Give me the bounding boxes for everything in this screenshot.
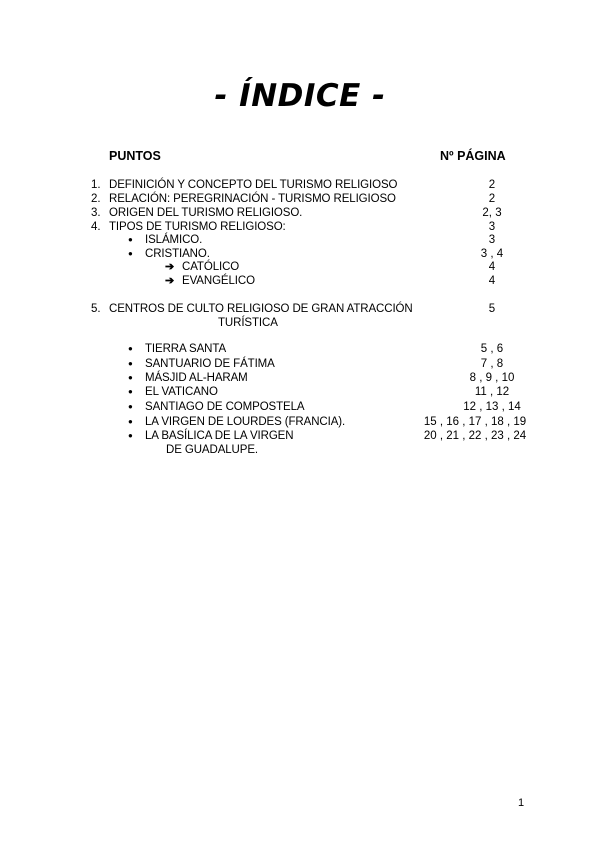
bullet-icon: ● (128, 402, 133, 411)
item-number: 5. (91, 303, 101, 315)
toc-subentry-islamico: ISLÁMICO. (145, 234, 203, 246)
page-ref: 2, 3 (482, 207, 502, 219)
toc-subentry-fatima: SANTUARIO DE FÁTIMA (145, 358, 275, 370)
page-ref: 8 , 9 , 10 (469, 372, 515, 384)
toc-entry-centros-cont: TURÍSTICA (218, 317, 278, 329)
item-number: 1. (91, 179, 101, 191)
page-ref: 2 (488, 179, 496, 191)
toc-subentry-cristiano: CRISTIANO. (145, 248, 210, 260)
toc-subentry-santiago: SANTIAGO DE COMPOSTELA (145, 401, 305, 413)
page-ref: 4 (488, 261, 496, 273)
item-number: 2. (91, 193, 101, 205)
bullet-icon: ● (128, 344, 133, 353)
toc-subentry-catolico: CATÓLICO (182, 261, 240, 273)
toc-subentry-guadalupe: LA BASÍLICA DE LA VIRGEN (145, 430, 294, 442)
item-number: 3. (91, 207, 101, 219)
toc-entry-tipos: TIPOS DE TURISMO RELIGIOSO: (109, 221, 286, 233)
bullet-icon: ● (128, 373, 133, 382)
toc-subentry-evangelico: EVANGÉLICO (182, 275, 255, 287)
bullet-icon: ● (128, 387, 133, 396)
page-ref: 5 , 6 (480, 343, 504, 355)
bullet-icon: ● (128, 359, 133, 368)
page-ref: 5 (488, 303, 496, 315)
page-ref: 3 (488, 234, 496, 246)
bullet-icon: ● (128, 431, 133, 440)
toc-subentry-lourdes: LA VIRGEN DE LOURDES (FRANCIA). (145, 416, 346, 428)
bullet-icon: ● (128, 235, 133, 244)
toc-entry-centros: CENTROS DE CULTO RELIGIOSO DE GRAN ATRACCIÓN (109, 303, 413, 315)
page-ref: 15 , 16 , 17 , 18 , 19 (423, 416, 527, 428)
toc-subentry-masjid: MÁSJID AL-HARAM (145, 372, 248, 384)
toc-entry-definicion: DEFINICIÓN Y CONCEPTO DEL TURISMO RELIGIOSO (109, 179, 398, 191)
page-ref: 4 (488, 275, 496, 287)
page-title: - ÍNDICE - (214, 78, 386, 114)
arrow-right-icon: ➔ (165, 261, 175, 273)
page-ref: 2 (488, 193, 496, 205)
toc-subentry-guadalupe-cont: DE GUADALUPE. (166, 444, 259, 456)
item-number: 4. (91, 221, 101, 233)
bullet-icon: ● (128, 249, 133, 258)
page-number: 1 (518, 797, 525, 809)
page-ref: 3 , 4 (480, 248, 504, 260)
column-header-pagina: Nº PÁGINA (440, 149, 506, 163)
page-ref: 11 , 12 (474, 386, 510, 398)
page-ref: 20 , 21 , 22 , 23 , 24 (423, 430, 527, 442)
toc-subentry-vaticano: EL VATICANO (145, 386, 218, 398)
toc-entry-origen: ORIGEN DEL TURISMO RELIGIOSO. (109, 207, 303, 219)
arrow-right-icon: ➔ (165, 275, 175, 287)
page-ref: 7 , 8 (480, 358, 504, 370)
bullet-icon: ● (128, 417, 133, 426)
column-header-puntos: PUNTOS (109, 149, 161, 163)
toc-subentry-tierra-santa: TIERRA SANTA (145, 343, 227, 355)
toc-entry-relacion: RELACIÓN: PEREGRINACIÓN - TURISMO RELIGIOSO (109, 193, 396, 205)
page-ref: 12 , 13 , 14 (463, 401, 521, 413)
page-ref: 3 (488, 221, 496, 233)
